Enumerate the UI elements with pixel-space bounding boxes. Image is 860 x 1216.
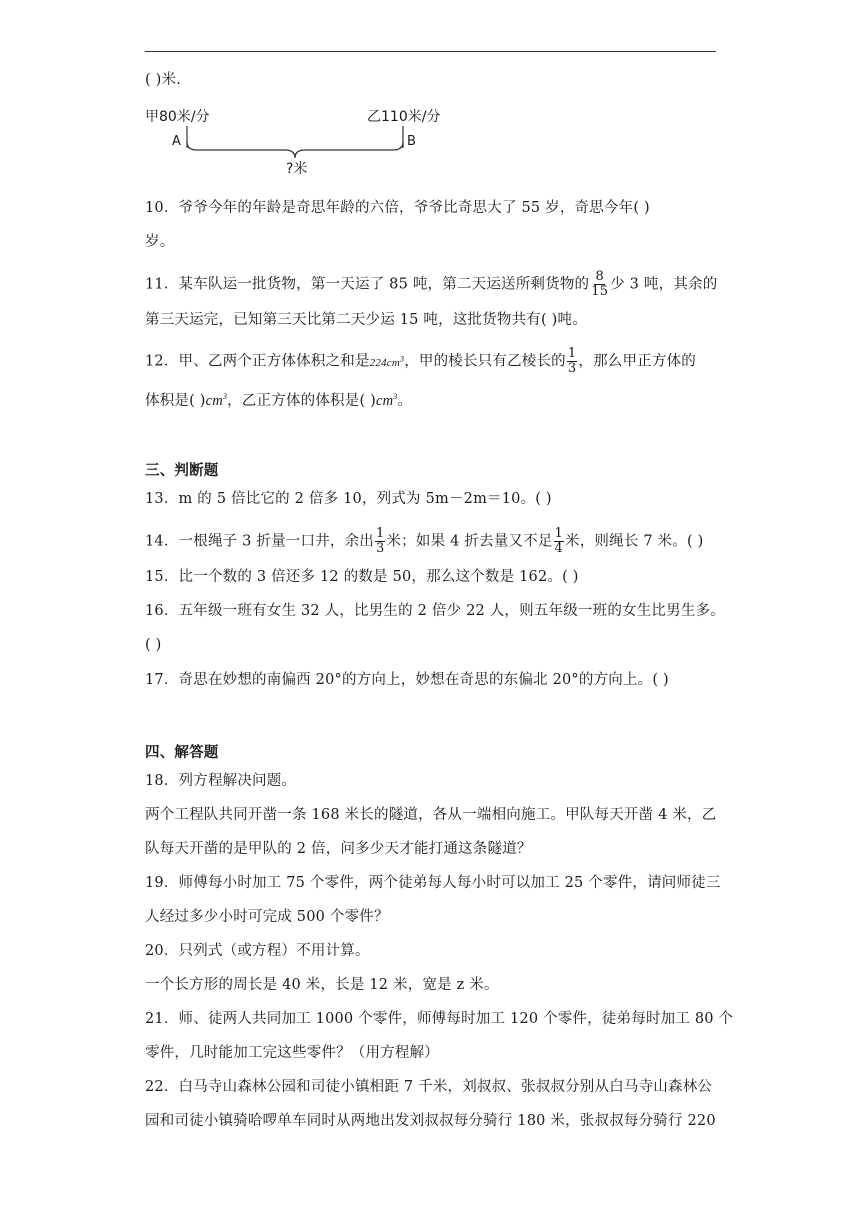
q18-line1: 两个工程队共同开凿一条 168 米长的隧道，各从一端相向施工。甲队每天开凿 4 米，乙 <box>145 807 717 823</box>
q11-line1 <box>145 270 717 299</box>
q18-line2: 队每天开凿的是甲队的 2 倍，问多少天才能打通这条隧道？ <box>145 841 532 857</box>
q18-title: 18．列方程解决问题。 <box>145 773 297 789</box>
q14-frac1-num: 1 <box>376 526 385 541</box>
q11-frac-den: 15 <box>591 284 609 299</box>
q11-frac-num: 8 <box>595 269 604 284</box>
section4-title: 四、解答题 <box>145 744 219 761</box>
q12-unit-2: $cm^3$ <box>375 392 398 409</box>
label-jia-speed: 甲80米/分 <box>145 109 210 125</box>
point-a-label: A <box>172 134 181 149</box>
label-yi-speed: 乙110米/分 <box>367 109 441 125</box>
q14-fraction-1 <box>375 527 385 556</box>
q12-text-b: ，甲的棱长只有乙棱长的 <box>404 353 566 370</box>
point-b-label: B <box>407 134 416 149</box>
q12-text-d: 体积是( ) <box>145 392 206 409</box>
q22-line1: 22．白马寺山森林公园和司徒小镇相距 7 千米，刘叔叔、张叔叔分别从白马寺山森林公 <box>145 1079 713 1095</box>
q17: 17．奇思在妙想的南偏西 20°的方向上，妙想在奇思的东偏北 20°的方向上。( ) <box>145 672 669 688</box>
q14-frac1-den: 3 <box>376 541 385 556</box>
q12-line1 <box>145 347 696 376</box>
q12-text-c: ，那么甲正方体的 <box>578 353 696 370</box>
q12-volume-value: 224cm <box>369 356 400 369</box>
q14-text-c: 米，则绳长 7 米。( ) <box>565 533 704 550</box>
q10-line1: 10．爷爷今年的年龄是奇思年龄的六倍，爷爷比奇思大了 55 岁，奇思今年( ) <box>145 200 650 216</box>
q20-line2: 一个长方形的周长是 40 米，长是 12 米，宽是 z 米。 <box>145 977 499 993</box>
q16-line2: ( ) <box>145 637 162 653</box>
q14-fraction-2 <box>554 527 564 556</box>
q11-text-a: 11．某车队运一批货物，第一天运了 85 吨，第二天运送所剩货物的 <box>145 276 590 293</box>
q12-line2 <box>145 387 412 411</box>
q11-text-b: 少 3 吨，其余的 <box>610 276 718 293</box>
q14-text-b: 米；如果 4 折去量又不足 <box>386 533 553 550</box>
q12-frac-num: 1 <box>567 346 577 361</box>
q14 <box>145 527 703 556</box>
q22-line2: 园和司徒小镇骑哈啰单车同时从两地出发刘叔叔每分骑行 180 米，张叔叔每分骑行 220 <box>145 1113 716 1129</box>
q14-frac2-num: 1 <box>554 526 564 541</box>
q12-unit-1-text: cm <box>205 392 223 409</box>
q21-line1: 21．师、徒两人共同加工 1000 个零件，师傅每时加工 120 个零件，徒弟每时加工 80 个 <box>145 1011 734 1027</box>
q9-answer-line: ( )米. <box>145 72 182 88</box>
q11-fraction <box>590 270 609 299</box>
q12-fraction <box>567 347 577 376</box>
section3-title: 三、判断题 <box>145 462 219 479</box>
q12-text-f: 。 <box>397 392 413 409</box>
q15: 15．比一个数的 3 倍还多 12 的数是 50，那么这个数是 162。( ) <box>145 569 579 585</box>
q12-unit-1: $cm^3$ <box>205 392 228 409</box>
q12-text-e: ，乙正方体的体积是( ) <box>227 392 376 409</box>
q19-line1: 19．师傅每小时加工 75 个零件，两个徒弟每人每小时可以加工 25 个零件，请问师徒三 <box>145 875 721 891</box>
q12-volume: $224cm^3$ <box>369 353 405 369</box>
q19-line2: 人经过多少小时可完成 500 个零件？ <box>145 909 389 925</box>
q12-frac-den: 3 <box>567 361 577 376</box>
distance-label: ?米 <box>286 161 308 177</box>
q11-line2: 第三天运完，已知第三天比第二天少运 15 吨，这批货物共有( )吨。 <box>145 312 587 328</box>
q20-line1: 20．只列式（或方程）不用计算。 <box>145 943 370 959</box>
q16-line1: 16．五年级一班有女生 32 人，比男生的 2 倍少 22 人，则五年级一班的女生比男生多。 <box>145 603 725 619</box>
q14-frac2-den: 4 <box>554 541 564 556</box>
q21-line2: 零件，几时能加工完这些零件？（用方程解） <box>145 1045 439 1061</box>
q12-text-a: 12．甲、乙两个正方体体积之和是 <box>145 353 370 370</box>
brace-icon <box>187 142 403 158</box>
q12-unit-2-text: cm <box>375 392 394 409</box>
q10-line2: 岁。 <box>145 234 175 250</box>
q13: 13．m 的 5 倍比它的 2 倍多 10，列式为 5m－2m＝10。( ) <box>145 491 552 507</box>
header-rule <box>145 51 716 52</box>
q14-text-a: 14．一根绳子 3 折量一口井，余出 <box>145 533 374 550</box>
distance-diagram <box>145 104 445 184</box>
